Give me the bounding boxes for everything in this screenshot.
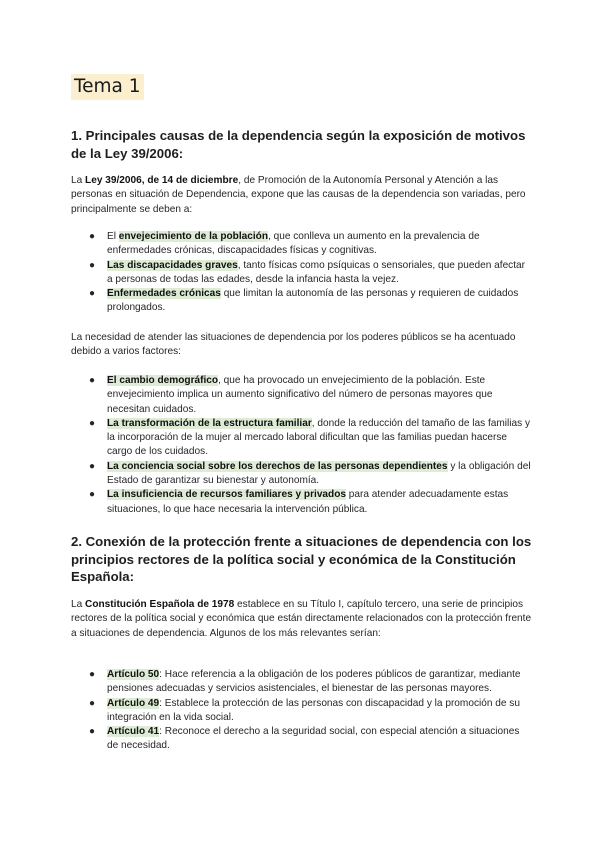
law-reference: Ley 39/2006, de 14 de diciembre bbox=[85, 175, 239, 186]
bullet-icon: ● bbox=[89, 231, 96, 242]
factors-intro-paragraph: La necesidad de atender las situaciones de dependencia por los poderes públicos se ha acentuado debido a varios factores: bbox=[71, 332, 516, 358]
list-item bbox=[71, 287, 533, 316]
highlighted-term: Artículo 50 bbox=[107, 669, 160, 680]
highlighted-term: La insuficiencia de recursos familiares y privados bbox=[107, 489, 346, 501]
highlighted-term: Las discapacidades graves bbox=[107, 259, 238, 271]
list-item-text: y la obligación del Estado de garantizar su bienestar y autonomía. bbox=[107, 460, 531, 487]
list-item bbox=[71, 417, 533, 460]
bullet-icon: ● bbox=[89, 259, 96, 271]
section-1-intro-paragraph bbox=[71, 174, 533, 217]
list-item-text: , que ha provocado un envejecimiento de la población. Este envejecimiento implica un aumento significativo del número de personas mayores que necesitan cuidados. bbox=[107, 375, 493, 415]
section-2-heading: 2. Conexión de la protección frente a situaciones de dependencia con los principios rectores de la política social y económica de la Constitución Española: bbox=[71, 534, 532, 584]
highlighted-term: envejecimiento de la población bbox=[118, 231, 268, 242]
bullet-icon: ● bbox=[89, 726, 96, 738]
section-2 bbox=[71, 533, 533, 586]
section-2-intro bbox=[71, 598, 533, 641]
list-item-text: , donde la reducción del tamaño de las familias y la incorporación de la mujer al mercado laboral dificultan que las familias puedan hacerse cargo de los cuidados. bbox=[107, 417, 531, 458]
list-item bbox=[71, 460, 533, 489]
bullet-icon: ● bbox=[89, 489, 96, 501]
articles-list bbox=[71, 668, 533, 754]
list-item-text: : Establece la protección de las personas con discapacidad y la promoción de su integración en la vida social. bbox=[107, 697, 520, 723]
list-item bbox=[71, 259, 533, 288]
intro-text-post: , de Promoción de la Autonomía Personal y Atención a las personas en situación de Dependencia, expone que las causas de la dependencia son variadas, pero principalmente se deben a: bbox=[71, 175, 526, 215]
factors-list-block bbox=[71, 374, 533, 517]
intro-text-post: establece en su Título I, capítulo tercero, una serie de principios rectores de la política social y económica que están directamente relacionados con la protección frente a situaciones de dependencia. Algunos de los más relevantes serían: bbox=[71, 599, 532, 639]
bullet-icon: ● bbox=[89, 697, 96, 709]
list-item-text: que limitan la autonomía de las personas y requieren de cuidados prolongados. bbox=[107, 288, 519, 314]
section-1-heading: 1. Principales causas de la dependencia según la exposición de motivos de la Ley 39/2006: bbox=[71, 128, 526, 161]
list-item bbox=[71, 725, 533, 754]
bullet-icon: ● bbox=[89, 417, 96, 429]
factors-intro-block bbox=[71, 331, 533, 360]
list-item bbox=[71, 697, 533, 726]
list-item-text: : Reconoce el derecho a la seguridad social, con especial atención a situaciones de necesidad. bbox=[107, 726, 520, 752]
highlighted-term: Artículo 41 bbox=[107, 726, 160, 738]
page-title: Tema 1 bbox=[71, 74, 144, 100]
list-item-text: , que conlleva un aumento en la prevalencia de enfermedades crónicas, discapacidades físicas y cognitivas. bbox=[107, 231, 480, 257]
highlighted-term: Enfermedades crónicas bbox=[107, 288, 221, 300]
highlighted-term: El cambio demográfico bbox=[107, 375, 219, 386]
section-2-intro-paragraph bbox=[71, 598, 533, 641]
intro-text-pre: La bbox=[71, 175, 86, 186]
list-item bbox=[71, 668, 533, 697]
highlighted-term: La transformación de la estructura familiar bbox=[107, 417, 312, 429]
list-item-text: para atender adecuadamente estas situaciones, lo que hace necesaria la intervención pública. bbox=[107, 489, 509, 515]
articles-list-block bbox=[71, 668, 533, 754]
highlighted-term: La conciencia social sobre los derechos de las personas dependientes bbox=[107, 460, 448, 472]
list-item bbox=[71, 374, 533, 417]
bullet-icon: ● bbox=[89, 375, 96, 386]
causes-list-block bbox=[71, 230, 533, 316]
list-item bbox=[71, 230, 533, 259]
bullet-icon: ● bbox=[89, 460, 96, 472]
section-1 bbox=[71, 127, 533, 162]
bullet-icon: ● bbox=[89, 669, 96, 680]
list-item-text: : Hace referencia a la obligación de los poderes públicos de garantizar, mediante pensiones adecuadas y servicios asistenciales, el bienestar de las personas mayores. bbox=[107, 669, 521, 695]
list-item-text: , tanto físicas como psíquicas o sensoriales, que pueden afectar a personas de todas las edades, desde la infancia hasta la vejez. bbox=[107, 259, 526, 285]
intro-text-pre: La bbox=[71, 599, 86, 610]
factors-list bbox=[71, 374, 533, 517]
list-item-text: El bbox=[107, 231, 119, 242]
section-1-intro bbox=[71, 174, 533, 217]
bullet-icon: ● bbox=[89, 288, 96, 300]
highlighted-term: Artículo 49 bbox=[107, 697, 160, 709]
list-item bbox=[71, 488, 533, 517]
causes-list bbox=[71, 230, 533, 316]
constitution-reference: Constitución Española de 1978 bbox=[85, 599, 235, 610]
